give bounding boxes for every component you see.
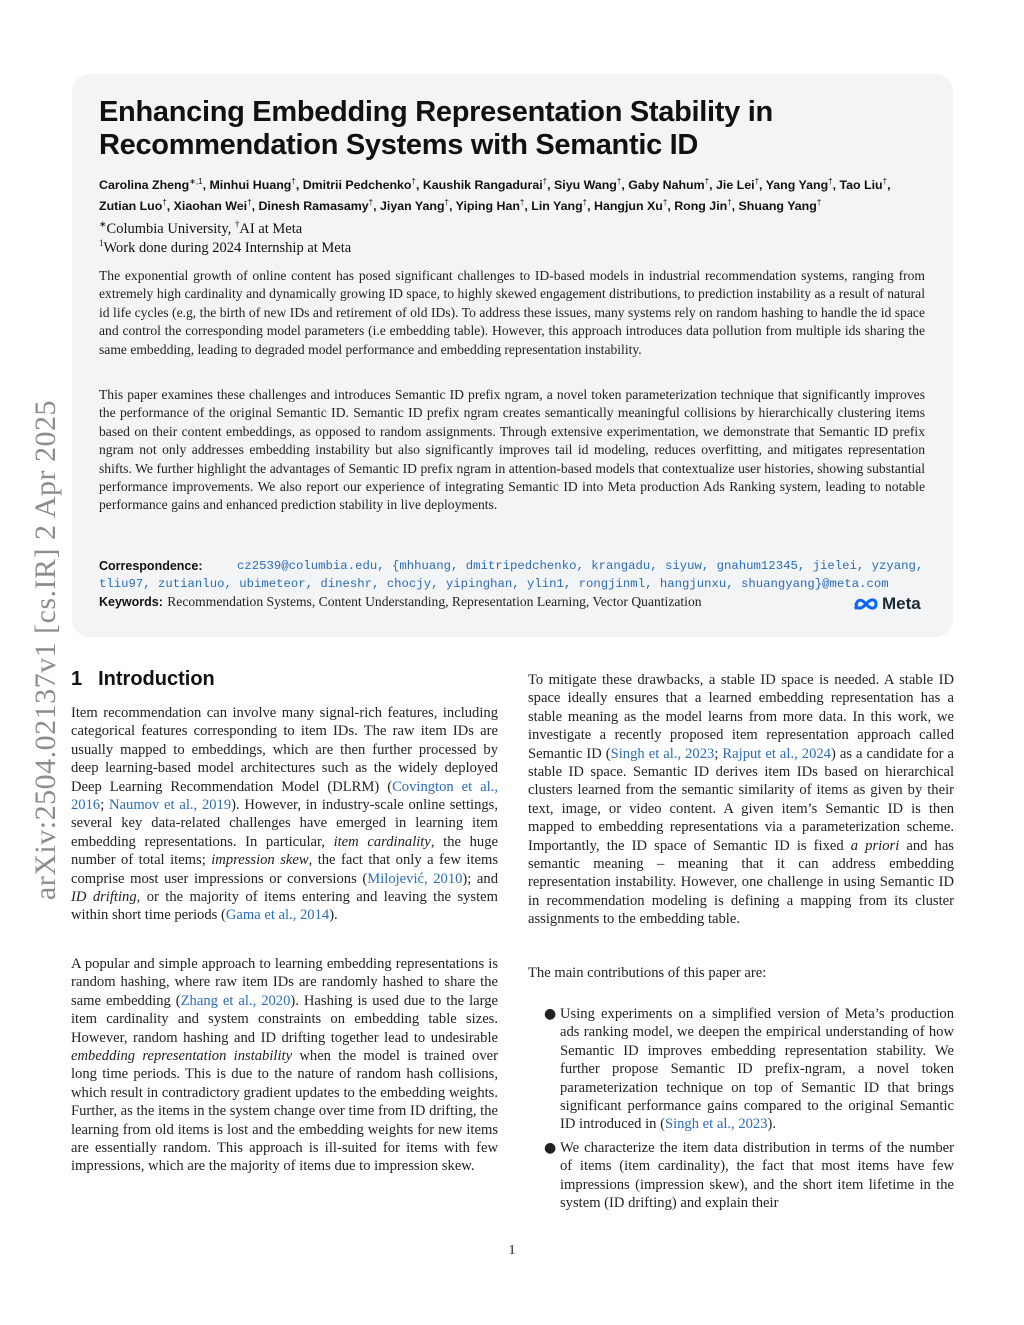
- author-name: Kaushik Rangadurai: [422, 178, 543, 193]
- author-name: Zutian Luo: [99, 199, 163, 214]
- author-name: Minhui Huang: [209, 178, 292, 193]
- author-name: Dmitrii Pedchenko: [302, 178, 412, 193]
- author-affiliation-mark: †: [828, 177, 833, 186]
- intro-right-paragraph-1: To mitigate these drawbacks, a stable ID space is needed. A stable ID space ideally ensures that a learned embedding representation has a stable meaning as the model learns from more data. In this work, we investigate a recently proposed item representation approach called Semantic ID (Singh et al., 2023; Rajput et al., 2024) as a candidate for a stable ID space. Semantic ID derives item IDs based on hierarchical clusters learned from the semantic similarity of items as given by their text, image, or video content. A given item’s Semantic ID is then mapped to embedding representations via a parameterization scheme. Importantly, the ID space of Semantic ID is fixed a priori and has semantic meaning – meaning that it can address embedding representation instability. However, one challenge in using Semantic ID in recommendation modeling is defining a mapping from its cluster assignments to the embedding table.: [528, 672, 955, 928]
- author-affiliation-mark: †: [247, 198, 252, 208]
- correspondence-label: Correspondence:: [99, 559, 203, 573]
- keywords: [99, 593, 859, 611]
- author-name: Hangjun Xu: [594, 199, 663, 214]
- meta-infinity-icon: [853, 596, 879, 612]
- author-affiliation-mark: †: [519, 198, 525, 208]
- author-name: Dinesh Ramasamy: [258, 199, 369, 214]
- author-affiliation-mark: †: [754, 177, 760, 186]
- affiliation-line-2: $^1$Work done during 2024 Internship at Meta: [99, 238, 352, 256]
- correspondence: [99, 557, 925, 594]
- affiliation-line-1: ∗Columbia University, †AI at Meta: [99, 219, 303, 237]
- keywords-label: Keywords:: [99, 595, 163, 609]
- author-name: Gaby Nahum: [628, 178, 705, 193]
- contributions-intro: The main contributions of this paper are:: [528, 965, 767, 981]
- author-list: Carolina Zheng$^{∗,1}$, Minhui Huang†, Dmitrii Pedchenko†, Kaushik Rangadurai†, Siyu Wang†, Gaby Nahum†, Jie Lei†, Yang Yang†, Tao Liu†, Zutian Luo†, Xiaohan Wei†, Dinesh Ramasamy†, Jiyan Yang†, Yiping Han†, Lin Yang†, Hangjun Xu†, Rong Jin†, Shuang Yang†: [99, 177, 891, 214]
- author-name: Lin Yang: [531, 199, 583, 214]
- author-affiliation-mark: †: [616, 177, 622, 186]
- keywords-text: Recommendation Systems, Content Understanding, Representation Learning, Vector Quantization: [167, 594, 702, 609]
- page-number: 1: [508, 1243, 516, 1258]
- citation-link[interactable]: Naumov et al., 2019: [109, 797, 232, 814]
- author-affiliation-mark: †: [162, 198, 167, 208]
- citation-link[interactable]: Gama et al., 2014: [225, 907, 330, 924]
- citation-link[interactable]: Zhang et al., 2020: [180, 992, 291, 1009]
- abstract-paragraph-2: This paper examines these challenges and introduces Semantic ID prefix ngram, a novel token parameterization technique that significantly improves the performance of the original Semantic ID. Semantic ID prefix ngram creates semantically meaningful collisions by hierarchically clustering items based on their content embeddings, as opposed to random assignments. Through extensive experimentation, we demonstrate that Semantic ID prefix ngram not only addresses embedding instability but also significantly improves tail id modeling, reduces overfitting, and mitigates representation shifts. We further highlight the advantages of Semantic ID prefix ngram in attention-based models that contextualize user histories, showing substantial performance improvements. We also report our experience of integrating Semantic ID into Meta production Ads Ranking system, leading to notable performance gains and enhanced prediction stability in live deployments.: [99, 387, 925, 513]
- author-name: Shuang Yang: [738, 199, 817, 214]
- author-name: Yiping Han: [455, 199, 520, 214]
- citation-link[interactable]: Singh et al., 2023: [610, 745, 715, 762]
- author-name: Jie Lei: [716, 178, 755, 193]
- contribution-bullet-2: We characterize the item data distribution in terms of the number of items (item cardinality), the fact that most items have few impressions (impression skew), and the short item lifetime in the system (ID drifting) and explain their: [560, 1140, 954, 1212]
- bullet-marker: ●: [544, 1140, 557, 1156]
- author-affiliation-mark: †: [411, 177, 416, 186]
- citation-link[interactable]: Covington et al., 2016: [71, 778, 498, 814]
- author-affiliation-mark: †: [704, 177, 710, 186]
- meta-logo-word: Meta: [882, 594, 921, 613]
- citation-link[interactable]: Rajput et al., 2024: [722, 745, 831, 762]
- author-name: Rong Jin: [674, 199, 728, 214]
- author-name: Carolina Zheng: [99, 178, 190, 193]
- intro-left-paragraph-2: A popular and simple approach to learning embedding representations is random hashing, where raw item IDs are randomly hashed to share the same embedding (Zhang et al., 2020). Hashing is used due to the large item cardinality and system constraints on embedding table sizes. However, random hashing and ID drifting together lead to undesirable embedding representation instability when the model is trained over long time periods. This is due to the nature of random hash collisions, which result in contradictory gradient updates to the embedding weights. Further, as the items in the system change over time from ID drifting, the learning from old items is lost and the embedding weights for new items are essentially random. This approach is ill-suited for items with few impressions, which are the majority of items due to impression skew.: [71, 956, 498, 1175]
- section-heading-introduction: 1 Introduction: [71, 668, 215, 690]
- correspondence-emails-line-1[interactable]: cz2539@columbia.edu, {mhhuang, dmitripedchenko, krangadu, siyuw, gnahum12345, jielei, yzyang,: [237, 559, 924, 573]
- author-affiliation-mark: †: [582, 198, 588, 208]
- author-name: Xiaohan Wei: [173, 199, 248, 214]
- citation-link[interactable]: Milojević, 2010: [367, 870, 463, 887]
- citation-link[interactable]: Singh et al., 2023: [664, 1116, 768, 1133]
- author-affiliation-mark: †: [882, 177, 888, 186]
- author-affiliation-mark: ∗,1: [189, 177, 203, 186]
- author-affiliation-mark: †: [444, 198, 449, 208]
- author-affiliation-mark: †: [662, 198, 668, 208]
- author-affiliation-mark: †: [727, 198, 732, 208]
- bullet-marker: ●: [544, 1006, 557, 1022]
- intro-left-paragraph-1: Item recommendation can involve many signal-rich features, including categorical features corresponding to item IDs. The raw item IDs are usually mapped to embeddings, which are then further processed by deep learning-based model architectures such as the widely deployed Deep Learning Recommendation Model (DLRM) (Covington et al., 2016; Naumov et al., 2019). However, in industry-scale online settings, several key data-related challenges have emerged in learning item embedding representations. In particular, item cardinality, the huge number of total items; impression skew, the fact that only a few items comprise most user impressions or conversions (Milojević, 2010); and ID drifting, or the majority of items entering and leaving the system within short time periods (Gama et al., 2014).: [71, 705, 499, 924]
- author-name: Tao Liu: [839, 178, 883, 193]
- abstract-paragraph-1: The exponential growth of online content has posed significant challenges to ID-based models in industrial recommendation systems, ranging from extremely high cardinality and dynamically growing ID space, to highly skewed engagement distributions, to prediction instability as a result of natural id life cycles (e.g, the birth of new IDs and retirement of old IDs). To address these issues, many systems rely on random hashing to handle the id space and control the corresponding model parameters (i.e embedding table). However, this approach introduces data pollution from multiple ids sharing the same embedding, leading to degraded model performance and embedding representation instability.: [99, 268, 925, 357]
- author-name: Yang Yang: [765, 178, 829, 193]
- paper-title: Enhancing Embedding Representation Stability in Recommendation Systems with Semantic ID: [99, 96, 773, 161]
- arxiv-stamp: arXiv:2504.02137v1 [cs.IR] 2 Apr 2025: [29, 399, 62, 901]
- contribution-bullet-1: Using experiments on a simplified version of Meta’s production ads ranking model, we deepen the empirical understanding of how Semantic ID improves embedding representation stability. We further propose Semantic ID prefix-ngram, a novel token parameterization technique on top of Semantic ID that brings significant performance gains compared to the original Semantic ID introduced in (Singh et al., 2023).: [560, 1006, 954, 1133]
- author-affiliation-mark: †: [542, 177, 548, 186]
- author-affiliation-mark: †: [368, 198, 374, 208]
- correspondence-emails-line-2[interactable]: tliu97, zutianluo, ubimeteor, dineshr, chocjy, yipinghan, ylin1, rongjinml, hangjunxu, shuangyang}@meta.com: [99, 577, 889, 592]
- author-affiliation-mark: †: [291, 177, 296, 186]
- author-affiliation-mark: †: [816, 198, 822, 208]
- meta-logo: [853, 594, 921, 614]
- author-name: Siyu Wang: [554, 178, 617, 193]
- author-name: Jiyan Yang: [380, 199, 445, 214]
